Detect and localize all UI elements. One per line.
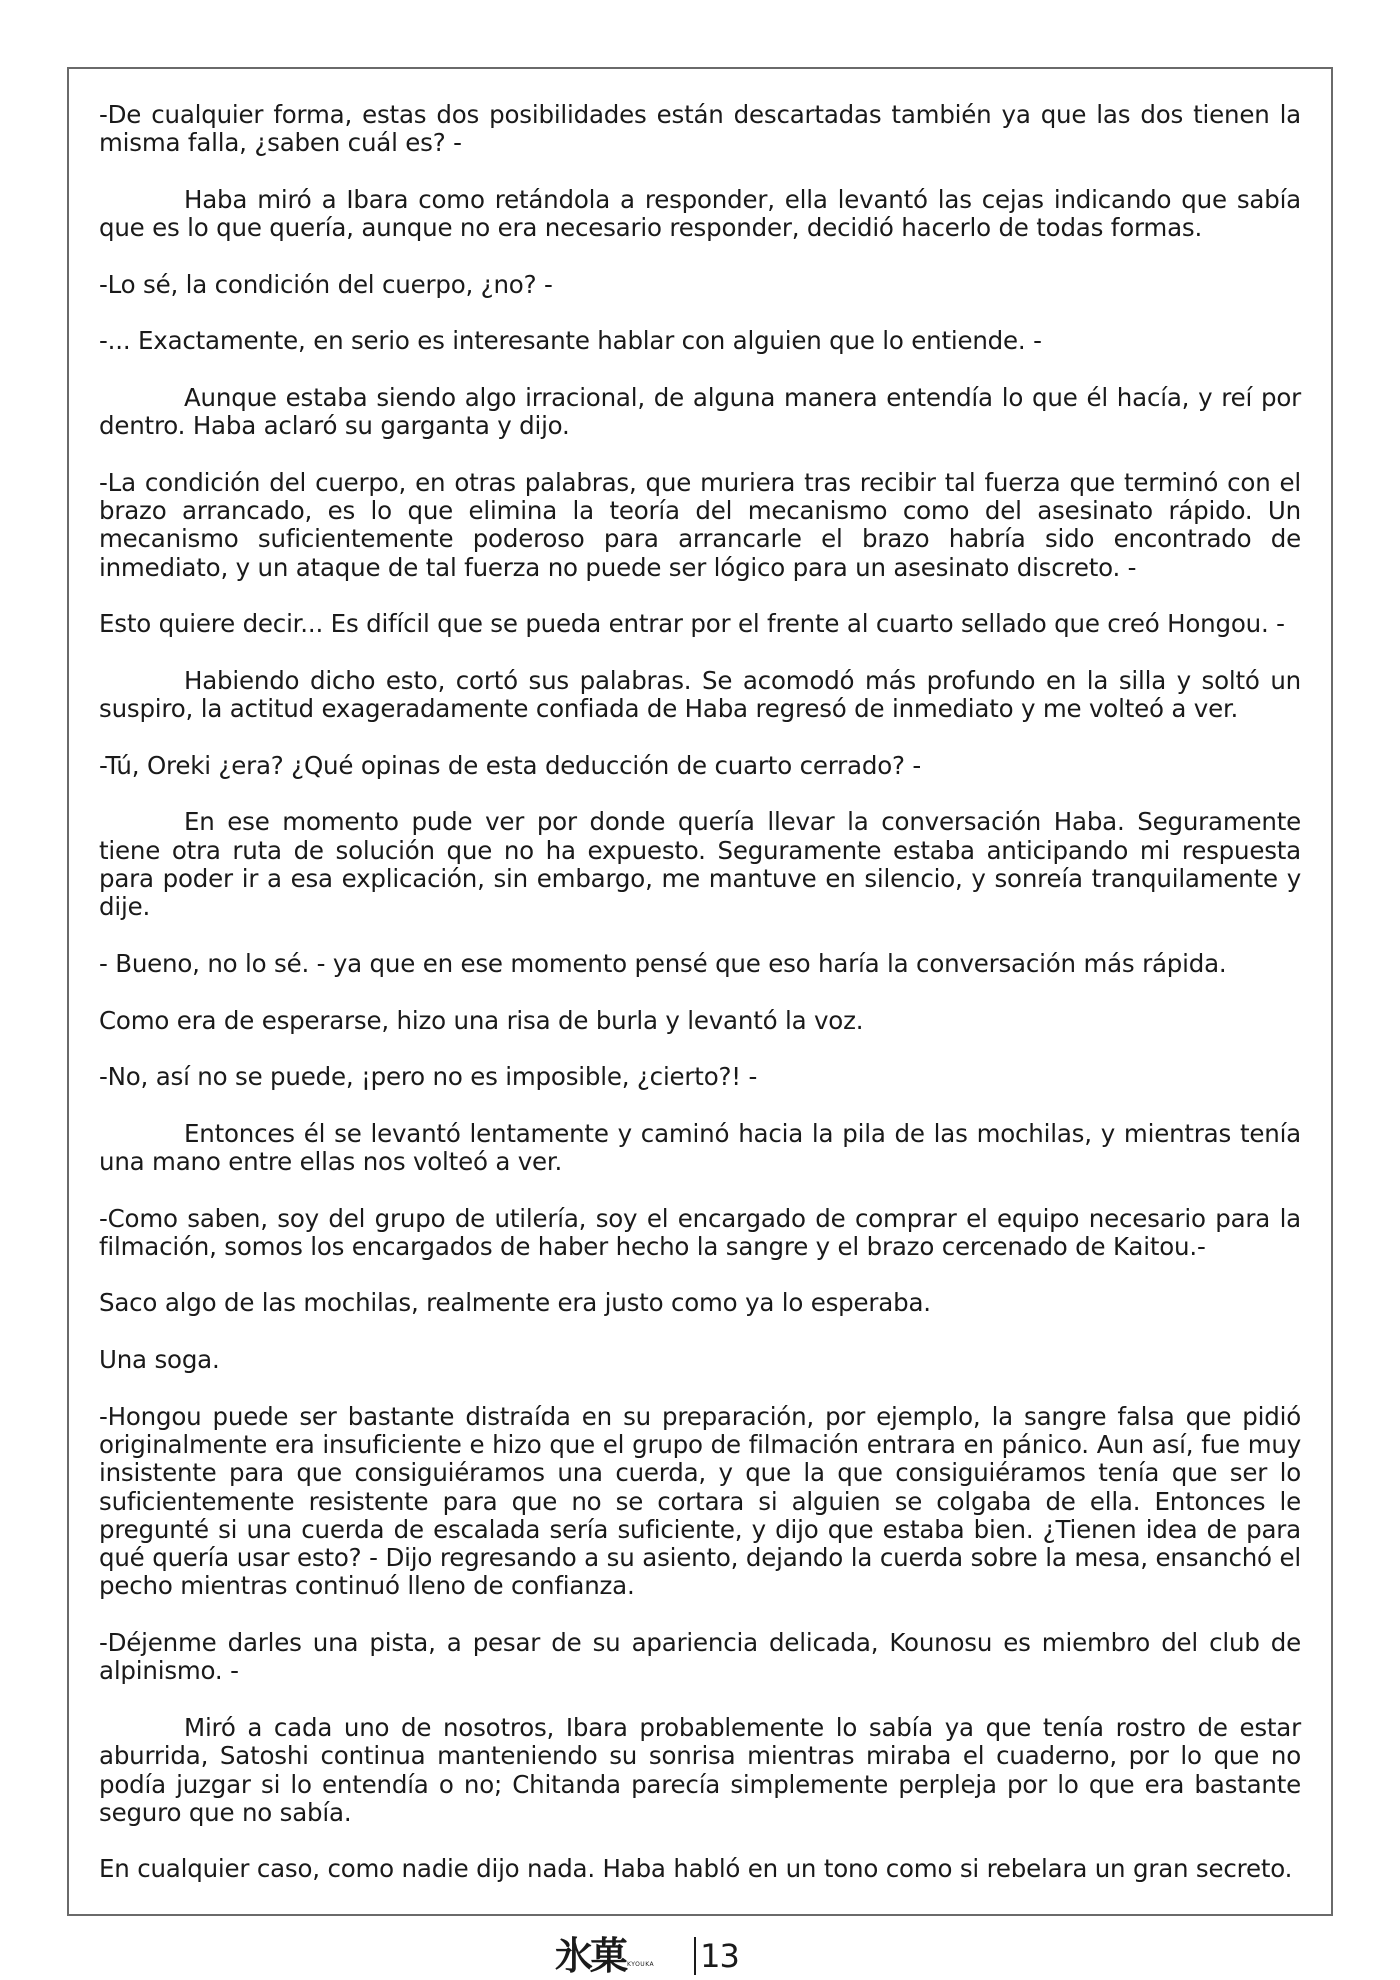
paragraph: Aunque estaba siendo algo irracional, de alguna manera entendía lo que él hacía, y reí por dentro. Haba aclaró su garganta y dijo. (99, 382, 1301, 441)
paragraph: -Como saben, soy del grupo de utilería, soy el encargado de comprar el equipo necesario para la filmación, somos los encargados de haber hecho la sangre y el brazo cercenado de Kaitou.- (99, 1203, 1301, 1261)
paragraph: - Bueno, no lo sé. - ya que en ese momento pensé que eso haría la conversación más rápida. (99, 948, 1227, 978)
paragraph: -Hongou puede ser bastante distraída en su preparación, por ejemplo, la sangre falsa que pidió originalmente era insuficiente e hizo que el grupo de filmación entrara en pánico. Aun así, fue muy insistente para que consiguiéramos una cuerda, y que la que consiguiéramos tenía que ser lo suficientemente resistente para que no se cortara si alguien se colgaba de ella. Entonces le pregunté si una cuerda de escalada sería suficiente, y dijo que estaba bien. ¿Tienen idea de para qué quería usar esto? - Dijo regresando a su asiento, dejando la cuerda sobre la mesa, ensanchó el pecho mientras continuó lleno de confianza. (99, 1401, 1301, 1601)
paragraph: Una soga. (99, 1345, 220, 1375)
page-number: 13 (700, 1937, 739, 1975)
paragraph: Haba miró a Ibara como retándola a responder, ella levantó las cejas indicando que sabía que es lo que quería, aunque no era necesario responder, decidió hacerlo de todas formas. (99, 184, 1301, 243)
paragraph: Miró a cada uno de nosotros, Ibara probablemente lo sabía ya que tenía rostro de estar aburrida, Satoshi continua manteniendo su sonrisa mientras miraba el cuaderno, por lo que no podía juzgar si lo entendía o no; Chitanda parecía simplemente perpleja por lo que era bastante seguro que no sabía. (99, 1712, 1301, 1827)
paragraph: Saco algo de las mochilas, realmente era justo como ya lo esperaba. (99, 1288, 931, 1318)
page-footer (555, 1933, 739, 1978)
logo-kanji: 氷菓 (555, 1933, 626, 1978)
paragraph: -Lo sé, la condición del cuerpo, ¿no? - (99, 269, 553, 299)
paragraph: -... Exactamente, en serio es interesante hablar con alguien que lo entiende. - (99, 326, 1042, 356)
paragraph: -No, así no se puede, ¡pero no es imposible, ¿cierto?! - (99, 1062, 758, 1092)
text-body (99, 101, 1301, 1912)
paragraph: Como era de esperarse, hizo una risa de burla y levantó la voz. (99, 1005, 864, 1035)
logo-subtitle: KYOUKA (627, 1961, 655, 1968)
paragraph: Esto quiere decir... Es difícil que se pueda entrar por el frente al cuarto sellado que creó Hongou. - (99, 609, 1285, 639)
hyouka-logo (555, 1933, 655, 1978)
paragraph: -Tú, Oreki ¿era? ¿Qué opinas de esta deducción de cuarto cerrado? - (99, 750, 922, 780)
paragraph: Entonces él se levantó lentamente y caminó hacia la pila de las mochilas, y mientras tenía una mano entre ellas nos volteó a ver. (99, 1118, 1301, 1176)
paragraph: -Déjenme darles una pista, a pesar de su apariencia delicada, Kounosu es miembro del club de alpinismo. - (99, 1628, 1301, 1686)
paragraph: -De cualquier forma, estas dos posibilidades están descartadas también ya que las dos tienen la misma falla, ¿saben cuál es? - (99, 100, 1301, 158)
paragraph: En cualquier caso, como nadie dijo nada. Haba habló en un tono como si rebelara un gran secreto. (99, 1854, 1293, 1884)
paragraph: En ese momento pude ver por donde quería llevar la conversación Haba. Seguramente tiene otra ruta de solución que no ha expuesto. Seguramente estaba anticipando mi respuesta para poder ir a esa explicación, sin embargo, me mantuve en silencio, y sonreía tranquilamente y dije. (99, 807, 1301, 922)
paragraph: Habiendo dicho esto, cortó sus palabras. Se acomodó más profundo en la silla y soltó un suspiro, la actitud exageradamente confiada de Haba regresó de inmediato y me volteó a ver. (99, 665, 1301, 724)
paragraph: -La condición del cuerpo, en otras palabras, que muriera tras recibir tal fuerza que terminó con el brazo arrancado, es lo que elimina la teoría del mecanismo como del asesinato rápido. Un mecanismo suficientemente poderoso para arrancarle el brazo habría sido encontrado de inmediato, y un ataque de tal fuerza no puede ser lógico para un asesinato discreto. - (99, 467, 1301, 582)
footer-divider (694, 1937, 696, 1975)
